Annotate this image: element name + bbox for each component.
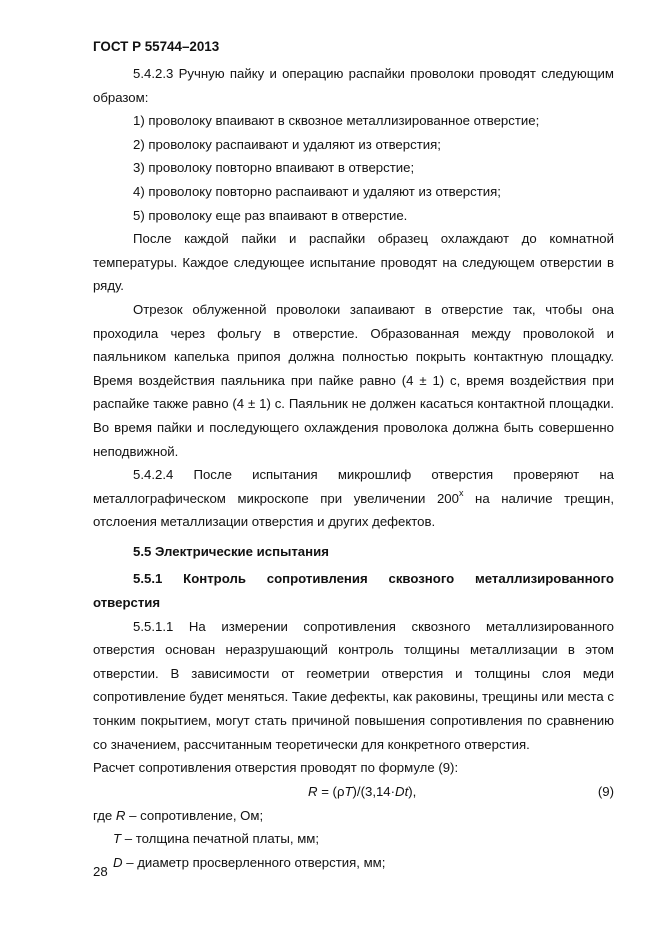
var-d-description: – диаметр просверленного отверстия, мм;	[122, 855, 386, 870]
var-r-symbol: R	[115, 807, 126, 823]
formula-t-symbol: T	[344, 783, 353, 799]
section-5-4-2-4-text-b: на наличие трещин, отслоения металлизации отверстия и других дефектов.	[93, 490, 614, 530]
paragraph-cooling: После каждой пайки и распайки образец охлаждают до комнатной температуры. Каждое следующее испытание проводят на следующем отверстии в ряду.	[93, 231, 614, 294]
var-t-description: – толщина печатной платы, мм;	[121, 831, 320, 847]
page-body	[93, 62, 614, 875]
formula-9	[93, 780, 614, 804]
list-item: 2) проволоку распаивают и удаляют из отверстия;	[133, 136, 441, 152]
var-r-description: – сопротивление, Ом;	[125, 807, 264, 823]
where-label: где	[93, 807, 116, 823]
variable-t-definition	[93, 827, 614, 851]
formula-r-symbol: R	[308, 783, 318, 799]
section-5-5-heading: 5.5 Электрические испытания	[133, 543, 329, 559]
formula-d-symbol: D	[395, 783, 405, 799]
formula-part-b: )/(3,14·	[352, 783, 396, 799]
formula-intro: Расчет сопротивления отверстия проводят по формуле (9):	[93, 760, 459, 776]
section-5-5-1-1-paragraph: 5.5.1.1 На измерении сопротивления сквозного металлизированного отверстия основан неразрушающий контроль толщины металлизации в этом отверстии. В зависимости от геометрии отверстия и толщины слоя меди сопротивление будет меняться. Такие дефекты, как раковины, трещины или места с тонким покрытием, могут стать причиной повышения сопротивления по сравнению со значением, рассчитанным теоретически для конкретного отверстия.	[93, 618, 614, 752]
formula-thickness-symbol: t	[404, 783, 409, 799]
list-item: 4) проволоку повторно распаивают и удаляют из отверстия;	[133, 183, 501, 199]
list-item: 5) проволоку еще раз впаивают в отверстие.	[133, 207, 408, 223]
list-item: 1) проволоку впаивают в сквозное металлизированное отверстие;	[133, 113, 540, 129]
formula-part-a: = (ρ	[317, 783, 345, 799]
var-d-symbol: D	[113, 855, 123, 870]
formula-expression	[308, 780, 416, 804]
formula-part-c: ),	[408, 783, 417, 799]
page-number: 28	[93, 864, 108, 879]
magnification-superscript: х	[458, 487, 464, 498]
variable-r-definition	[93, 804, 614, 828]
section-5-4-2-3-intro: 5.4.2.3 Ручную пайку и операцию распайки проволоки проводят следующим образом:	[93, 66, 614, 105]
formula-number: (9)	[597, 783, 614, 799]
paragraph-wire-soldering: Отрезок облуженной проволоки запаивают в отверстие так, чтобы она проходила через фольгу в отверстие. Образованная между проволокой и паяльником капелька припоя должна полностью покрыть контактную площадку. Время воздействия паяльника при пайке равно (4 ± 1) с, время воздействия при распайке также равно (4 ± 1) с. Паяльник не должен касаться контактной площадки. Во время пайки и последующего охлаждения проволока должна быть совершенно неподвижной.	[93, 301, 614, 459]
var-t-symbol: T	[113, 831, 122, 847]
list-item: 3) проволоку повторно впаивают в отверстие;	[133, 160, 415, 176]
document-header: ГОСТ Р 55744–2013	[93, 39, 220, 54]
section-5-5-1-heading: 5.5.1 Контроль сопротивления сквозного металлизированного отверстия	[93, 571, 614, 611]
section-5-4-2-4-paragraph	[93, 463, 614, 534]
section-5-4-2-4-text-a: 5.4.2.4 После испытания микрошлиф отверстия проверяют на металлографическом микроскопе при увеличении 200	[93, 467, 614, 506]
variable-d-definition	[93, 851, 614, 875]
